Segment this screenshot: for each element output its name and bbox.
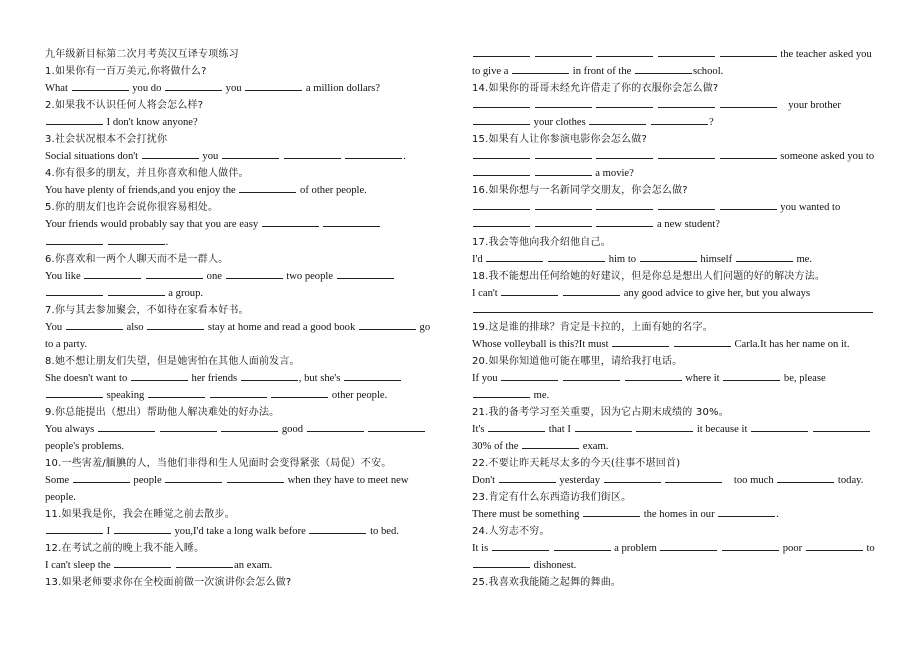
sentence-text: to [863,543,875,555]
answer-blank[interactable] [596,199,653,210]
sentence-text [809,424,812,435]
sentence-text: you wanted to [777,202,841,214]
sentence-text: I don't know anyone? [104,117,198,129]
answer-blank[interactable] [473,97,530,108]
sentence-text [531,202,534,213]
question-prompt: 23.肯定有什么东西造访我们街区。 [472,492,632,504]
sentence-text: I'd [472,253,486,265]
answer-blank[interactable] [73,472,130,483]
answer-blank[interactable] [368,421,425,432]
answer-blank[interactable] [658,97,715,108]
answer-blank[interactable] [46,234,103,245]
question-prompt: 18.我不能想出任何给她的好建议，但是你总是想出人们问题的好的解决方法。 [472,270,826,282]
sentence-text: go [416,321,431,333]
question-prompt: 21.我的备考学习至关重要，因为它占期末成绩的 30%。 [472,406,729,418]
answer-blank[interactable] [722,540,779,551]
answer-line [45,319,445,336]
answer-blank[interactable] [337,268,394,279]
sentence-text: to a party. [45,338,87,350]
left-question-list [45,63,445,591]
question-prompt: 20.如果你知道他可能在哪里，请给我打电话。 [472,355,683,367]
sentence-text: you do [129,83,165,95]
answer-line [45,80,445,97]
answer-blank[interactable] [535,216,592,227]
question-prompt: 1.如果你有一百万美元,你将做什么? [45,66,207,78]
sentence-text [531,219,534,230]
answer-line [45,523,445,540]
sentence-text: dishonest. [531,560,577,572]
sentence-text: people. [45,492,76,504]
answer-blank[interactable] [473,148,530,159]
answer-line [472,114,874,131]
sentence-text [206,390,209,401]
sentence-text: me. [531,389,550,401]
answer-blank[interactable] [108,285,165,296]
answer-line [45,182,445,199]
question-prompt: 15.如果有人让你参演电影你会怎么做? [472,134,648,146]
answer-blank[interactable] [499,472,556,483]
answer-blank[interactable] [309,523,366,534]
answer-blank[interactable] [596,148,653,159]
answer-blank[interactable] [501,370,558,381]
answer-blank[interactable] [72,80,129,91]
answer-blank[interactable] [146,268,203,279]
answer-blank[interactable] [563,285,620,296]
answer-blank[interactable] [488,421,545,432]
sentence-text [559,288,562,299]
answer-blank[interactable] [604,472,661,483]
sentence-text: him to [606,253,639,265]
answer-line [45,472,445,489]
right-column [472,46,874,592]
question-prompt: 14.如果你的哥哥未经允许借走了你的衣服你会怎么做? [472,83,719,95]
sentence-text: in front of the [570,66,634,78]
answer-blank[interactable] [651,114,708,125]
answer-blank[interactable] [239,182,296,193]
question-prompt: 8.她不想让朋友们失望，但是她害怕在其他人面前发言。 [45,355,300,367]
sentence-text: any good advice to give her, but you always [621,287,811,299]
answer-line [472,199,874,216]
sentence-text [716,100,719,111]
sentence-text: Whose volleyball is this?It must [472,338,612,350]
sentence-text [142,271,145,282]
answer-line [45,268,445,285]
answer-blank[interactable] [501,285,558,296]
question-prompt: 12.在考试之前的晚上我不能入睡。 [45,543,205,555]
answer-line [472,336,874,353]
question-prompt: 16.如果你想与一名新同学交朋友，你会怎么做? [472,185,688,197]
answer-blank[interactable] [226,268,283,279]
sentence-text: you [223,83,245,95]
answer-blank[interactable] [165,472,222,483]
answer-blank[interactable] [636,421,693,432]
sentence-text: someone asked you to [777,151,875,163]
answer-blank[interactable] [512,63,569,74]
question-prompt: 3.社会状况根本不会打扰你 [45,134,168,146]
answer-blank[interactable] [720,97,777,108]
sentence-text: of other people. [297,185,367,197]
sentence-text: school. [692,66,724,78]
answer-blank[interactable] [147,319,204,330]
answer-blank[interactable] [284,148,341,159]
answer-line [472,506,874,523]
answer-blank[interactable] [473,216,530,227]
answer-blank[interactable] [751,421,808,432]
sentence-text [593,202,596,213]
question-prompt: 17.我会等他向我介绍他自己。 [472,236,611,248]
question-prompt: 9.你总能提出（想出）帮助他人解决难处的好办法。 [45,406,280,418]
sentence-text: Some [45,475,72,487]
sentence-text [716,151,719,162]
sentence-text [104,237,107,248]
sentence-text [670,339,673,350]
answer-blank[interactable] [46,285,103,296]
answer-line [472,540,874,557]
answer-blank[interactable] [563,370,620,381]
answer-blank[interactable] [806,540,863,551]
sentence-text [320,219,323,230]
sentence-text [662,475,665,486]
answer-blank[interactable] [359,319,416,330]
sentence-text: 30% of the [472,441,522,453]
sentence-text: to bed. [367,526,399,538]
sentence-text [621,373,624,384]
answer-line [472,285,874,302]
answer-line [45,387,445,404]
sentence-text: . [403,151,406,163]
answer-blank[interactable] [241,370,298,381]
answer-blank[interactable] [658,46,715,57]
answer-line [45,285,445,302]
answer-blank[interactable] [473,46,530,57]
sentence-text [223,475,226,486]
answer-line [45,336,445,353]
answer-line [45,489,445,506]
sentence-text: her friends [188,372,240,384]
answer-blank[interactable] [640,251,697,262]
answer-blank[interactable] [625,370,682,381]
answer-blank[interactable] [535,148,592,159]
answer-blank[interactable] [221,421,278,432]
answer-blank[interactable] [345,148,402,159]
sentence-text: an exam. [234,560,273,572]
worksheet-title: 九年级新目标第二次月考英汉互译专项练习 [45,49,239,60]
answer-blank[interactable] [131,370,188,381]
sentence-text: poor [780,543,805,555]
answer-blank[interactable] [535,199,592,210]
answer-line [472,148,874,165]
answer-blank[interactable] [148,387,205,398]
answer-blank[interactable] [723,370,780,381]
sentence-text [365,424,368,435]
answer-line [45,234,445,251]
answer-blank[interactable] [473,302,873,313]
sentence-text: people's problems. [45,441,124,453]
sentence-text: me. [793,253,813,265]
answer-blank[interactable] [114,523,171,534]
sentence-text: I [104,526,113,538]
answer-line [472,216,874,233]
sentence-text: stay at home and read a good book [205,321,358,333]
sentence-text: What [45,83,71,95]
answer-blank[interactable] [720,46,777,57]
answer-line [472,472,874,489]
sentence-text [654,151,657,162]
answer-blank[interactable] [665,472,722,483]
answer-blank[interactable] [596,97,653,108]
question-prompt: 7.你与其去参加聚会，不如待在家看本好书。 [45,304,249,316]
answer-line [45,438,445,455]
answer-blank[interactable] [46,114,103,125]
answer-blank[interactable] [583,506,640,517]
answer-blank[interactable] [535,165,592,176]
question-prompt: 4.你有很多的朋友，并且你喜欢和他人做伴。 [45,168,249,180]
sentence-text: It is [472,543,491,555]
sentence-text [654,202,657,213]
sentence-text: If you [472,372,501,384]
sentence-text [218,424,221,435]
answer-blank[interactable] [554,540,611,551]
sentence-text: himself [697,253,735,265]
sentence-text: too much [723,475,777,487]
sentence-text: where it [682,372,723,384]
answer-blank[interactable] [720,148,777,159]
sentence-text [531,100,534,111]
sentence-text: two people [283,270,336,282]
sentence-text: ? [709,117,714,129]
answer-blank[interactable] [473,557,530,568]
question-prompt: 22.不要让昨天耗尽太多的今天(往事不堪回首) [472,458,681,470]
sentence-text: I can't [472,287,501,299]
answer-blank[interactable] [46,523,103,534]
answer-blank[interactable] [596,216,653,227]
answer-line [472,302,874,319]
answer-blank[interactable] [813,421,870,432]
answer-blank[interactable] [522,438,579,449]
sentence-text [716,49,719,60]
sentence-text: your clothes [531,117,589,129]
answer-line [45,216,445,233]
sentence-text [593,151,596,162]
answer-blank[interactable] [84,268,141,279]
sentence-text [593,49,596,60]
sentence-text: also [123,321,147,333]
sentence-text [654,49,657,60]
answer-blank[interactable] [492,540,549,551]
answer-blank[interactable] [176,557,233,568]
answer-blank[interactable] [486,251,543,262]
answer-blank[interactable] [473,199,530,210]
sentence-text: Don't [472,475,498,487]
sentence-text: a movie? [592,168,634,180]
answer-blank[interactable] [589,114,646,125]
question-prompt: 25.我喜欢我能随之起舞的舞曲。 [472,577,622,589]
answer-line [472,251,874,268]
sentence-text: a million dollars? [303,83,381,95]
answer-blank[interactable] [245,80,302,91]
sentence-text: You have plenty of friends,and you enjoy the [45,185,239,197]
sentence-text [342,151,345,162]
question-prompt: 5.你的朋友们也许会说你很容易相处。 [45,202,219,214]
answer-blank[interactable] [227,472,284,483]
answer-blank[interactable] [271,387,328,398]
answer-blank[interactable] [596,46,653,57]
answer-line [472,46,874,63]
sentence-text [718,543,721,554]
sentence-text: yesterday [556,475,603,487]
sentence-text: one [204,270,225,282]
sentence-text [531,168,534,179]
left-column [45,46,445,592]
answer-line [45,370,445,387]
sentence-text [531,49,534,60]
answer-blank[interactable] [323,216,380,227]
sentence-text [531,151,534,162]
question-prompt: 24.人穷志不穷。 [472,526,550,538]
sentence-text: other people. [329,389,388,401]
question-prompt: 10.一些害羞/腼腆的人，当他们非得和生人见面时会变得紧张（局促）不安。 [45,458,392,470]
answer-blank[interactable] [658,148,715,159]
answer-blank[interactable] [548,251,605,262]
sentence-text: I can't sleep the [45,560,114,572]
sentence-text: speaking [104,389,147,401]
answer-blank[interactable] [535,46,592,57]
answer-blank[interactable] [658,199,715,210]
answer-line [472,438,874,455]
sentence-text: good [279,424,306,436]
answer-blank[interactable] [165,80,222,91]
answer-blank[interactable] [718,506,775,517]
sentence-text: It's [472,424,488,436]
sentence-text: it because it [694,424,751,436]
answer-blank[interactable] [674,336,731,347]
sentence-text: She doesn't want to [45,372,130,384]
answer-blank[interactable] [142,148,199,159]
sentence-text [716,202,719,213]
sentence-text: a group. [165,287,204,299]
answer-blank[interactable] [535,97,592,108]
sentence-text: your brother [777,100,841,112]
answer-line [45,557,445,574]
answer-blank[interactable] [777,472,834,483]
answer-blank[interactable] [736,251,793,262]
question-prompt: 2.如果我不认识任何人将会怎么样? [45,100,204,112]
sentence-text: You always [45,424,97,436]
sentence-text: be, please [781,372,826,384]
answer-blank[interactable] [612,336,669,347]
answer-line [472,557,874,574]
sentence-text [654,100,657,111]
answer-blank[interactable] [473,165,530,176]
sentence-text [280,151,283,162]
sentence-text: that I [546,424,574,436]
answer-line [45,148,445,165]
sentence-text: There must be something [472,509,583,521]
sentence-text [559,373,562,384]
answer-blank[interactable] [635,63,692,74]
question-prompt: 6.你喜欢和一两个人聊天而不是一群人。 [45,253,229,265]
sentence-text [544,254,547,265]
answer-blank[interactable] [307,421,364,432]
answer-line [45,421,445,438]
sentence-text: the teacher asked you [777,49,872,60]
answer-line [472,421,874,438]
sentence-text: a new student? [654,219,720,231]
sentence-text: to give a [472,66,512,78]
question-prompt: 19.这是谁的排球？肯定是卡拉的，上面有她的名字。 [472,321,713,333]
answer-blank[interactable] [575,421,632,432]
answer-blank[interactable] [210,387,267,398]
answer-blank[interactable] [473,114,530,125]
sentence-text [593,219,596,230]
sentence-text: You like [45,270,84,282]
answer-blank[interactable] [262,216,319,227]
answer-line [472,63,874,80]
sentence-text: Social situations don't [45,151,141,163]
sentence-text: You [45,321,65,333]
answer-blank[interactable] [108,234,165,245]
sentence-text: you [199,151,221,163]
answer-blank[interactable] [46,387,103,398]
answer-line [472,370,874,387]
sentence-text: you,I'd take a long walk before [171,526,309,538]
question-prompt: 13.如果老师要求你在全校面前做一次演讲你会怎么做? [45,577,292,589]
question-prompt: 11.如果我是你，我会在睡觉之前去散步。 [45,509,235,521]
sentence-text: the homes in our [641,509,718,521]
answer-line [472,97,874,114]
sentence-text [647,117,650,128]
sentence-text [633,424,636,435]
answer-blank[interactable] [720,199,777,210]
sentence-text: a problem [611,543,660,555]
sentence-text: Carla.It has her name on it. [731,338,850,350]
sentence-text [156,424,159,435]
answer-blank[interactable] [66,319,123,330]
answer-line [472,165,874,182]
sentence-text: exam. [580,441,609,453]
answer-line [472,387,874,404]
answer-blank[interactable] [222,148,279,159]
sentence-text [593,100,596,111]
sentence-text [268,390,271,401]
sentence-text: today. [835,475,864,487]
right-question-list [472,46,874,592]
sentence-text [550,543,553,554]
sentence-text: people [130,475,165,487]
sentence-text: , but she's [298,372,344,384]
sentence-text: when they have to meet new [284,475,409,487]
sentence-text: . [776,509,779,521]
sentence-text [104,288,107,299]
answer-blank[interactable] [114,557,171,568]
sentence-text: . [165,236,169,248]
answer-line [45,114,445,131]
sentence-text: Your friends would probably say that you are easy [45,219,261,231]
answer-blank[interactable] [660,540,717,551]
answer-blank[interactable] [473,387,530,398]
sentence-text [172,560,175,571]
answer-blank[interactable] [98,421,155,432]
answer-blank[interactable] [160,421,217,432]
answer-blank[interactable] [344,370,401,381]
